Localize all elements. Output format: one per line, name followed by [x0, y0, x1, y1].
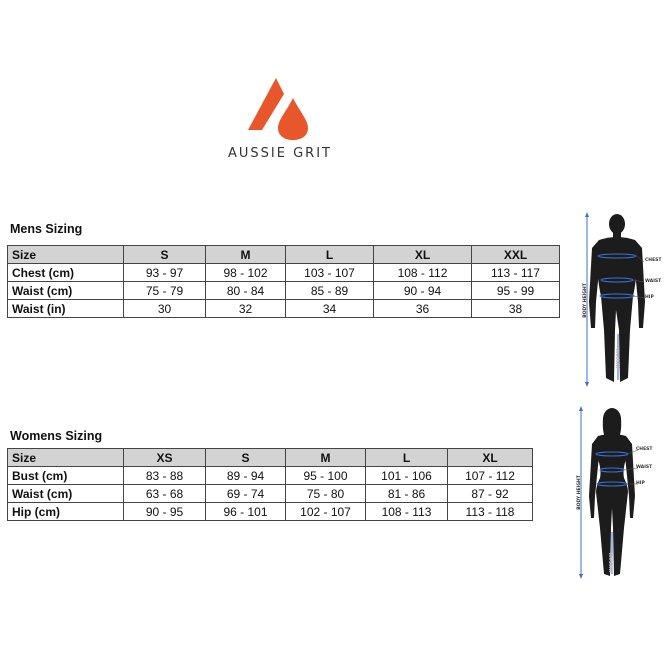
table-row — [8, 282, 560, 300]
table-header-row — [8, 449, 533, 467]
table-cell: 90 - 95 — [124, 503, 206, 521]
table-cell: 93 - 97 — [124, 264, 206, 282]
header-cell: XS — [124, 449, 206, 467]
brand-name: AUSSIE GRIT — [228, 146, 332, 161]
body-height-label: BODY HEIGHT — [582, 283, 588, 318]
womens-sizing-title: Womens Sizing — [10, 429, 103, 443]
table-cell: 98 - 102 — [206, 264, 286, 282]
header-cell: S — [206, 449, 286, 467]
hip-label: HIP — [636, 481, 645, 486]
table-cell: 95 - 99 — [472, 282, 560, 300]
table-row — [8, 300, 560, 318]
aussie-grit-logo-icon — [246, 76, 312, 140]
table-cell: 95 - 100 — [286, 467, 366, 485]
row-label: Waist (in) — [8, 300, 124, 318]
inseam-label: INSEAM — [616, 348, 622, 369]
table-cell: 96 - 101 — [206, 503, 286, 521]
table-cell: 36 — [374, 300, 472, 318]
table-cell: 80 - 84 — [206, 282, 286, 300]
waist-label: WAIST — [645, 279, 662, 284]
table-row — [8, 467, 533, 485]
womens-size-table — [7, 448, 533, 521]
header-cell: XXL — [472, 246, 560, 264]
table-cell: 30 — [124, 300, 206, 318]
table-cell: 107 - 112 — [448, 467, 533, 485]
table-cell: 38 — [472, 300, 560, 318]
table-row — [8, 503, 533, 521]
table-cell: 87 - 92 — [448, 485, 533, 503]
female-body-measurement-figure — [574, 404, 658, 582]
table-cell: 75 - 79 — [124, 282, 206, 300]
table-row — [8, 264, 560, 282]
header-cell: S — [124, 246, 206, 264]
table-cell: 63 - 68 — [124, 485, 206, 503]
header-cell: M — [206, 246, 286, 264]
table-cell: 101 - 106 — [366, 467, 448, 485]
row-label: Waist (cm) — [8, 485, 124, 503]
header-cell: Size — [8, 449, 124, 467]
header-cell: XL — [374, 246, 472, 264]
table-cell: 85 - 89 — [286, 282, 374, 300]
row-label: Bust (cm) — [8, 467, 124, 485]
waist-label: WAIST — [636, 465, 653, 470]
table-row — [8, 485, 533, 503]
table-header-row — [8, 246, 560, 264]
chest-label: CHEST — [645, 258, 662, 263]
table-cell: 113 - 117 — [472, 264, 560, 282]
table-cell: 75 - 80 — [286, 485, 366, 503]
row-label: Hip (cm) — [8, 503, 124, 521]
inseam-label: INSEAM — [609, 552, 615, 573]
table-cell: 102 - 107 — [286, 503, 366, 521]
header-cell: L — [286, 246, 374, 264]
table-cell: 34 — [286, 300, 374, 318]
mens-size-table — [7, 245, 560, 318]
hip-label: HIP — [645, 295, 654, 300]
header-cell: L — [366, 449, 448, 467]
table-cell: 69 - 74 — [206, 485, 286, 503]
table-cell: 90 - 94 — [374, 282, 472, 300]
table-cell: 32 — [206, 300, 286, 318]
row-label: Chest (cm) — [8, 264, 124, 282]
table-cell: 108 - 112 — [374, 264, 472, 282]
header-cell: XL — [448, 449, 533, 467]
row-label: Waist (cm) — [8, 282, 124, 300]
table-cell: 103 - 107 — [286, 264, 374, 282]
mens-sizing-title: Mens Sizing — [10, 222, 83, 236]
header-cell: M — [286, 449, 366, 467]
table-cell: 81 - 86 — [366, 485, 448, 503]
chest-label: CHEST — [636, 447, 653, 452]
header-cell: Size — [8, 246, 124, 264]
table-cell: 113 - 118 — [448, 503, 533, 521]
table-cell: 89 - 94 — [206, 467, 286, 485]
table-cell: 83 - 88 — [124, 467, 206, 485]
body-height-label: BODY HEIGHT — [576, 475, 582, 510]
table-cell: 108 - 113 — [366, 503, 448, 521]
